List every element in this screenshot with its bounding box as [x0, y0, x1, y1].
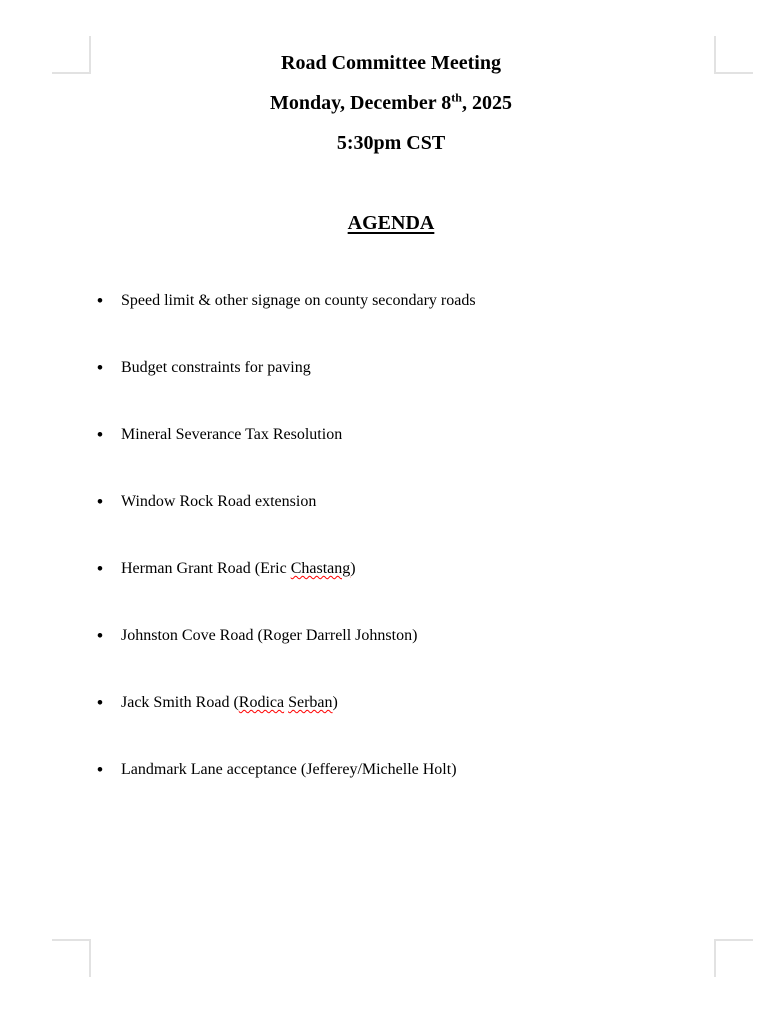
- agenda-heading-text: AGENDA: [347, 212, 435, 234]
- agenda-item-text: Budget constraints for paving: [121, 359, 311, 376]
- agenda-item-text: Mineral Severance Tax Resolution: [121, 426, 343, 443]
- date-suffix: , 2025: [461, 92, 512, 114]
- agenda-item-text: Landmark Lane acceptance (Jefferey/Michelle Holt): [121, 761, 457, 778]
- agenda-item-text: Jack Smith Road (: [121, 694, 239, 711]
- agenda-item: [97, 692, 476, 713]
- date-prefix: Monday, December 8: [270, 92, 452, 114]
- document-time: 5:30pm CST: [336, 132, 446, 154]
- agenda-item: [97, 424, 476, 445]
- document-date: [0, 83, 782, 123]
- document-header: [0, 43, 782, 163]
- agenda-item-text: Speed limit & other signage on county secondary roads: [121, 292, 476, 309]
- agenda-item-text: Window Rock Road extension: [121, 493, 317, 510]
- agenda-item-text: Johnston Cove Road (Roger Darrell Johnston): [121, 627, 418, 644]
- crop-mark-bottom-left-icon: [52, 939, 91, 977]
- misspelled-word: Serban: [288, 694, 333, 711]
- agenda-item-text: Herman Grant Road (Eric: [121, 560, 291, 577]
- date-superscript: th: [451, 90, 462, 105]
- agenda-item: [97, 357, 476, 378]
- misspelled-word: Chastang: [290, 560, 351, 577]
- agenda-item: [97, 290, 476, 311]
- agenda-list: [97, 290, 476, 826]
- agenda-item: [97, 759, 476, 780]
- misspelled-word: Rodica: [238, 694, 285, 711]
- crop-mark-bottom-right-icon: [714, 939, 753, 977]
- agenda-item: [97, 558, 476, 579]
- document-title: Road Committee Meeting: [281, 52, 501, 74]
- agenda-item: [97, 625, 476, 646]
- agenda-heading: [0, 203, 782, 243]
- agenda-item: [97, 491, 476, 512]
- agenda-item-text: ): [350, 560, 356, 577]
- agenda-item-text: ): [332, 694, 338, 711]
